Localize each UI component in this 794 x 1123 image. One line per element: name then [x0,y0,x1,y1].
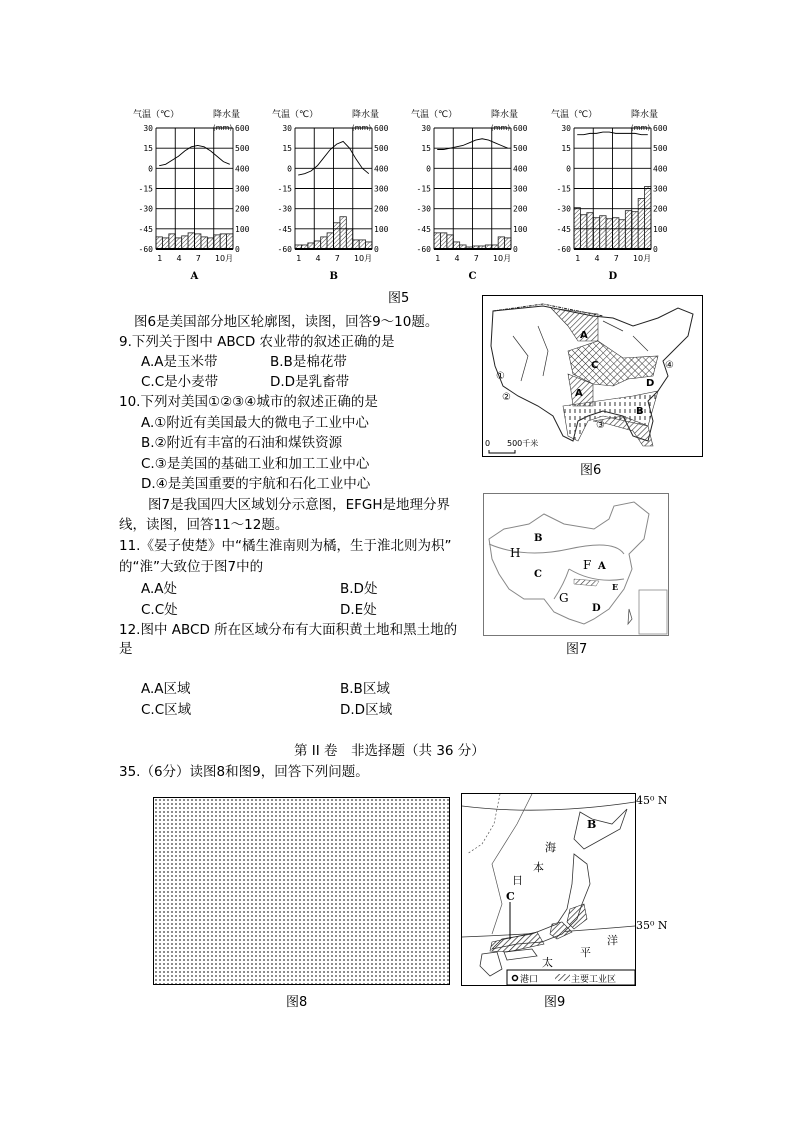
label-c: C [591,360,599,371]
fig7-caption: 图7 [566,642,588,657]
precip-bar [645,186,651,249]
temp-tick-label: -45 [416,224,431,234]
sea-char-0: 日 [512,874,523,887]
precip-tick-label: 200 [653,204,668,214]
q11-stem-line2: 的“淮”大致位于图7中的 [119,559,264,575]
label-f: F [583,558,592,572]
fig8-blank-area [153,797,450,985]
q9-option-c: C.C是小麦带 [141,374,219,390]
ocean-char-2: 洋 [607,934,618,947]
south-china-sea-inset [639,590,667,634]
month-tick-label: 10月 [214,254,234,263]
city-2: ② [502,392,511,403]
precip-tick-label: 300 [513,184,528,194]
precip-tick-label: 100 [513,224,528,234]
q12-stem-line1: 12.图中 ABCD 所在区域分布有大面积黄土地和黑土地的 [119,622,458,638]
month-tick-label: 1 [157,254,163,263]
usa-map-drawing [483,296,702,456]
precip-tick-label: 100 [653,224,668,234]
temp-tick-label: 0 [426,164,431,174]
label-b: B [587,818,597,831]
axis-left-title: 气温（℃） [411,110,458,120]
axis-right-title: 降水量 [631,110,659,120]
fig5-caption: 图5 [388,291,410,306]
precip-tick-label: 0 [235,245,240,254]
chart-title: B [329,271,338,282]
precip-bar [227,234,233,249]
temp-tick-label: 15 [143,144,153,154]
ocean-char-0: 太 [542,956,553,969]
temp-tick-label: -60 [416,245,431,254]
scale-label: 500千米 [507,439,539,448]
chart-svg [133,106,263,281]
month-tick-label: 7 [473,254,479,263]
temp-tick-label: 30 [143,124,153,133]
precip-tick-label: 0 [653,245,658,254]
label-d: D [592,603,601,614]
q11-option-c: C.C处 [141,602,178,618]
q9-option-a: A.A是玉米带 [141,354,218,370]
unit-mm: (mm) [491,124,511,132]
month-tick-label: 10月 [353,254,373,263]
temp-tick-label: 0 [287,164,292,174]
precip-tick-label: 600 [235,124,250,133]
precip-tick-label: 100 [235,224,250,234]
city-3: ③ [596,420,605,431]
precip-bar [619,220,625,249]
precip-bar [314,241,320,249]
precip-bar [632,212,638,249]
precip-bar [613,218,619,249]
precip-bar [195,234,201,249]
label-b: B [534,533,543,544]
label-d: D [646,378,655,389]
precip-tick-label: 500 [374,144,389,154]
climate-chart-d [551,106,681,281]
month-tick-label: 4 [176,254,182,263]
precip-bar [188,233,194,249]
unit-mm: (mm) [213,124,233,132]
precip-bar [169,234,175,249]
precip-bar [587,213,593,249]
temp-tick-label: -15 [556,184,571,194]
precip-tick-label: 400 [653,164,668,174]
precip-tick-label: 300 [235,184,250,194]
temp-tick-label: -45 [138,224,153,234]
temp-tick-label: -60 [556,245,571,254]
temp-tick-label: -45 [277,224,292,234]
precip-tick-label: 300 [374,184,389,194]
precip-tick-label: 0 [374,245,379,254]
precip-bar [214,235,220,249]
precip-bar [346,229,352,249]
month-tick-label: 10月 [632,254,652,263]
ocean-char-1: 平 [580,946,591,959]
precip-tick-label: 500 [513,144,528,154]
precip-bar [505,238,511,249]
precip-bar [182,236,188,249]
precip-bar [580,215,586,249]
industry-zone-icon [555,974,570,981]
q10-option-d: D.④是美国重要的宇航和石化工业中心 [141,476,371,492]
precip-bar [175,238,181,249]
precip-tick-label: 200 [374,204,389,214]
port-icon [513,976,518,981]
axis-right-title: 降水量 [352,110,380,120]
temp-tick-label: 15 [421,144,431,154]
month-tick-label: 7 [613,254,619,263]
label-e: E [612,582,619,592]
precip-bar [353,240,359,249]
legend-port-label: 港口 [520,975,539,985]
unit-mm: (mm) [352,124,372,132]
precip-bar [327,233,333,249]
month-tick-label: 7 [334,254,340,263]
q12-option-c: C.C区域 [141,702,192,718]
month-tick-label: 1 [575,254,581,263]
precip-tick-label: 500 [235,144,250,154]
precip-tick-label: 400 [513,164,528,174]
chart-svg [411,106,541,281]
precip-tick-label: 400 [374,164,389,174]
month-tick-label: 1 [296,254,302,263]
precip-bar [440,233,446,249]
chart-title: D [608,271,618,282]
temp-tick-label: 0 [148,164,153,174]
temp-tick-label: 15 [282,144,292,154]
fig6-caption: 图6 [580,463,602,478]
precip-tick-label: 0 [513,245,518,254]
axis-right-title: 降水量 [491,110,519,120]
q11-option-b: B.D处 [340,581,378,597]
sea-char-1: 本 [533,861,544,874]
fig7-intro-line2: 线，读图，回答11～12题。 [119,517,289,533]
precip-bar [220,234,226,249]
part2-heading: 第 II 卷 非选择题（共 36 分） [294,743,485,759]
q10-option-c: C.③是美国的基础工业和加工工业中心 [141,456,370,472]
precip-bar [207,238,213,249]
label-a-south: A [575,388,583,399]
month-tick-label: 1 [435,254,441,263]
month-tick-label: 4 [594,254,600,263]
precip-bar [156,237,162,249]
temp-tick-label: 30 [421,124,431,133]
q9-option-d: D.D是乳畜带 [270,374,350,390]
month-tick-label: 4 [454,254,460,263]
q11-option-d: D.E处 [340,602,377,618]
q10-stem: 10.下列对美国①②③④城市的叙述正确的是 [119,394,378,410]
temp-tick-label: 30 [282,124,292,133]
precip-tick-label: 200 [235,204,250,214]
precip-bar [162,238,168,249]
belt-a-north [551,308,598,341]
temp-tick-label: -60 [138,245,153,254]
precip-bar [359,240,365,249]
scale-bar [489,450,515,453]
precip-tick-label: 600 [513,124,528,133]
q10-option-a: A.①附近有美国最大的微电子工业中心 [141,415,369,431]
precip-tick-label: 600 [653,124,668,133]
city-4: ④ [665,360,674,371]
label-h: H [510,546,521,560]
fig9-japan-map [461,793,636,986]
axis-left-title: 气温（℃） [133,110,180,120]
precip-bar [453,242,459,249]
japan-map-drawing [462,794,635,985]
climate-chart-a [133,106,263,281]
axis-left-title: 气温（℃） [272,110,319,120]
precip-tick-label: 200 [513,204,528,214]
precip-bar [574,208,580,249]
temp-tick-label: -30 [138,204,153,214]
chart-svg [551,106,681,281]
month-tick-label: 4 [315,254,321,263]
sea-char-2: 海 [545,841,556,854]
q10-option-b: B.②附近有丰富的石油和煤铁资源 [141,435,343,451]
month-tick-label: 10月 [492,254,512,263]
temp-tick-label: -45 [556,224,571,234]
temp-tick-label: -30 [277,204,292,214]
precip-bar [606,219,612,249]
chart-title: A [190,271,199,282]
fig8-caption: 图8 [286,995,308,1010]
precip-bar [498,237,504,249]
precip-bar [625,211,631,249]
q11-option-a: A.A处 [141,581,178,597]
axis-left-title: 气温（℃） [551,110,598,120]
fig6-usa-map [482,295,703,457]
q12-option-b: B.B区域 [340,681,390,697]
chart-svg [272,106,402,281]
label-b: B [636,406,644,417]
scale-zero: 0 [485,439,491,448]
label-a-north: A [580,330,588,341]
temp-tick-label: -60 [277,245,292,254]
precip-tick-label: 100 [374,224,389,234]
city-1: ① [496,371,505,382]
unit-mm: (mm) [631,124,651,132]
precip-bar [340,217,346,249]
axis-right-title: 降水量 [213,110,241,120]
precip-bar [447,235,453,249]
temp-tick-label: -15 [416,184,431,194]
climate-chart-c [411,106,541,281]
hokkaido [574,809,627,849]
chart-title: C [468,271,477,282]
precip-bar [366,242,372,249]
label-c: C [506,890,515,903]
precip-bar [638,199,644,249]
fig6-intro: 图6是美国部分地区轮廓图，读图，回答9～10题。 [134,314,439,330]
temp-tick-label: 30 [561,124,571,133]
fig7-intro-line1: 图7是我国四大区域划分示意图，EFGH是地理分界 [148,497,450,513]
q35-stem: 35.（6分）读图8和图9，回答下列问题。 [119,764,369,780]
precip-bar [434,233,440,249]
precip-bar [201,237,207,249]
china-outline [489,502,649,624]
precip-tick-label: 300 [653,184,668,194]
temp-tick-label: -15 [138,184,153,194]
precip-bar [600,216,606,249]
legend-industry-label: 主要工业区 [571,975,617,985]
precip-tick-label: 600 [374,124,389,133]
precip-tick-label: 500 [653,144,668,154]
temp-tick-label: -30 [556,204,571,214]
q12-option-a: A.A区域 [141,681,191,697]
q12-stem-line2: 是 [119,641,133,657]
label-c: C [534,569,542,580]
temp-tick-label: 15 [561,144,571,154]
q9-stem: 9.下列关于图中 ABCD 农业带的叙述正确的是 [119,334,395,350]
q11-stem-line1: 11.《晏子使楚》中“橘生淮南则为橘，生于淮北则为枳” [119,538,452,554]
label-g: G [559,591,569,605]
temp-tick-label: 0 [566,164,571,174]
temp-tick-label: -30 [416,204,431,214]
month-tick-label: 7 [195,254,201,263]
precip-tick-label: 400 [235,164,250,174]
fig9-caption: 图9 [544,995,566,1010]
q9-option-b: B.B是棉花带 [270,354,347,370]
q12-option-d: D.D区域 [340,702,393,718]
precip-bar [321,237,327,249]
china-map-drawing [484,494,668,635]
precip-bar [334,223,340,249]
industrial-zone-1 [490,932,544,952]
temp-tick-label: -15 [277,184,292,194]
label-a: A [598,561,606,572]
precip-bar [593,218,599,249]
fig9-lat35-label: 35⁰ N [636,919,668,932]
climate-chart-b [272,106,402,281]
fig9-lat45-label: 45⁰ N [636,794,668,807]
fig7-china-map [483,493,669,636]
